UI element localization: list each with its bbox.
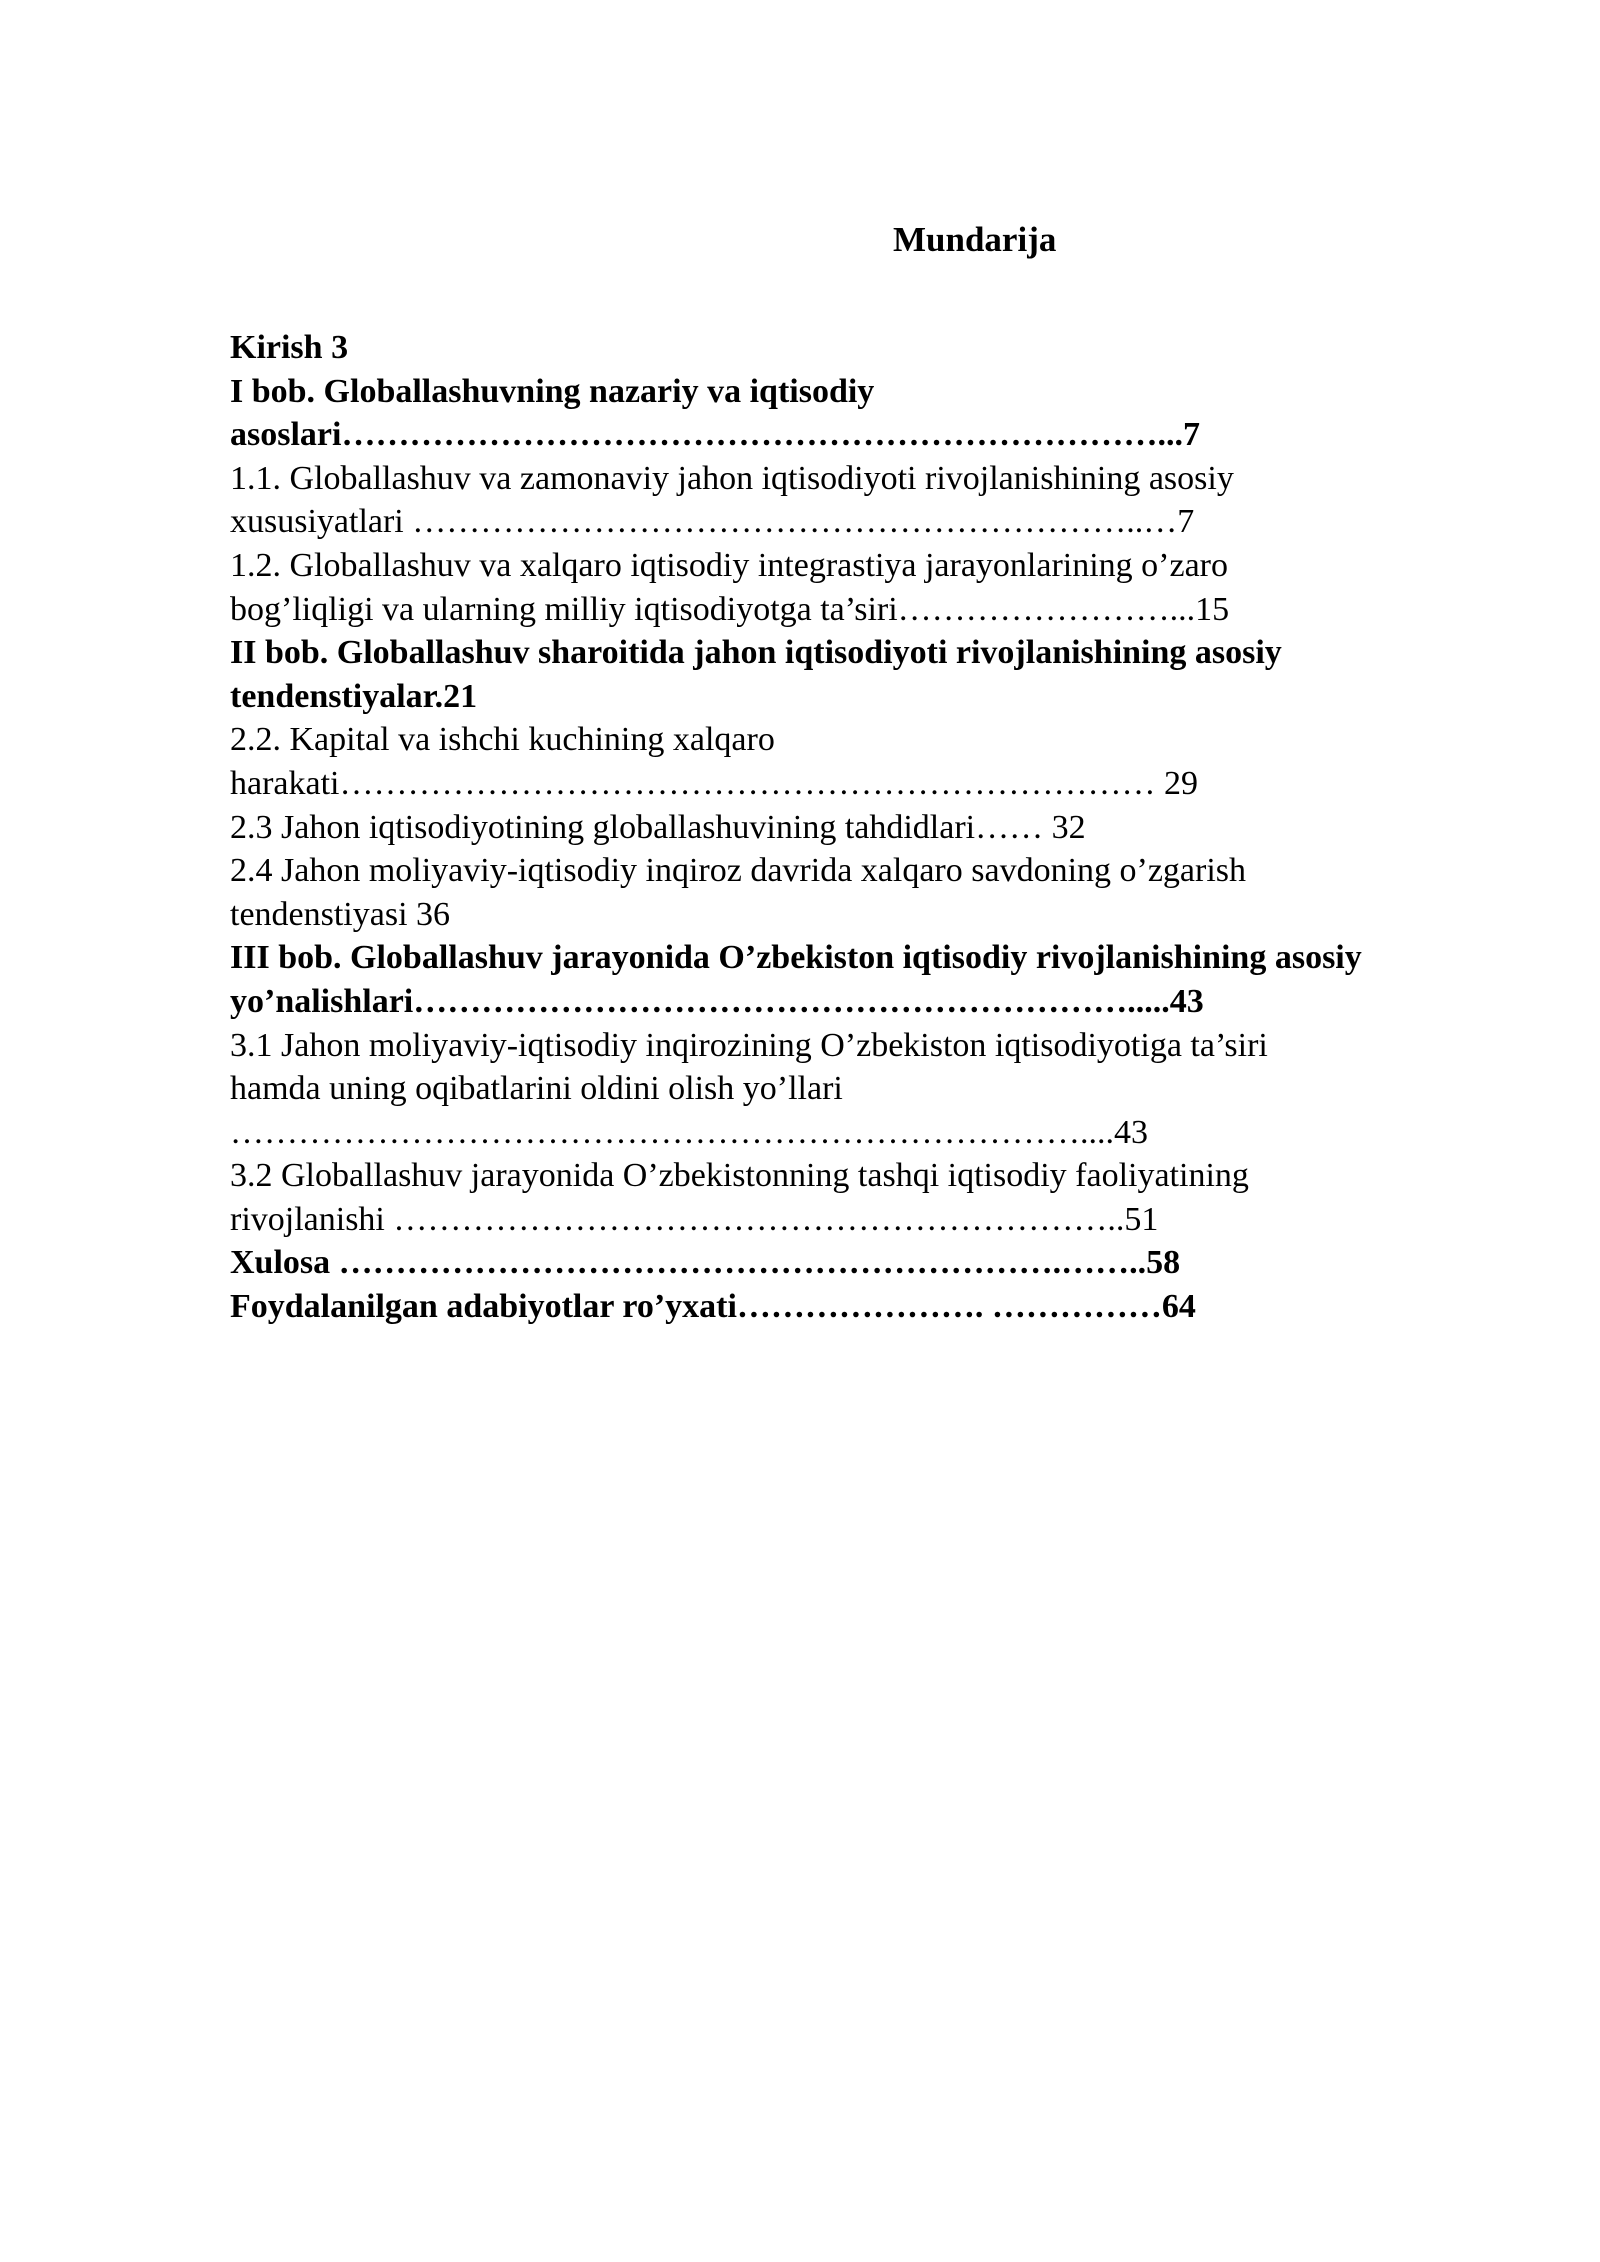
toc-line: bog’liqligi va ularning milliy iqtisodiyotga ta’siri……………………...15 <box>230 590 1230 628</box>
toc-line: Kirish 3 <box>230 329 349 366</box>
toc-line: II bob. Globallashuv sharoitida jahon iqtisodiyoti rivojlanishining asosiy <box>230 634 1282 672</box>
toc-line: Xulosa ……………………………………………………….……..58 <box>230 1244 1181 1282</box>
toc-line: rivojlanishi ………………………………………………………..51 <box>230 1200 1159 1238</box>
toc-line: xususiyatlari ………………………………………………………..…7 <box>230 503 1195 541</box>
toc-line: harakati……………………………………………………………… 29 <box>230 764 1198 802</box>
toc-line: 2.4 Jahon moliyaviy-iqtisodiy inqiroz davrida xalqaro savdoning o’zgarish <box>230 852 1247 890</box>
toc-line: 1.1. Globallashuv va zamonaviy jahon iqtisodiyoti rivojlanishining asosiy <box>230 459 1234 497</box>
toc-line: tendenstiyasi 36 <box>230 895 451 933</box>
toc-line: 2.3 Jahon iqtisodiyotining globallashuvining tahdidlari…… 32 <box>230 808 1086 846</box>
toc-line: 3.2 Globallashuv jarayonida O’zbekistonning tashqi iqtisodiy faoliyatining <box>230 1157 1249 1195</box>
toc-line: Foydalanilgan adabiyotlar ro’yxati…………………. ……………64 <box>230 1288 1196 1326</box>
toc-line: 1.2. Globallashuv va xalqaro iqtisodiy integrastiya jarayonlarining o’zaro <box>230 546 1229 584</box>
toc-line: hamda uning oqibatlarini oldini olish yo’llari <box>230 1070 843 1108</box>
toc-line: tendenstiyalar.21 <box>230 677 478 715</box>
toc-line: III bob. Globallashuv jarayonida O’zbekiston iqtisodiy rivojlanishining asosiy <box>230 939 1362 977</box>
toc-line: 3.1 Jahon moliyaviy-iqtisodiy inqirozining O’zbekiston iqtisodiyotiga ta’siri <box>230 1026 1268 1064</box>
toc-line: yo’nalishlari……………………………………………………….....43 <box>230 982 1204 1020</box>
toc-line: asoslari………………………………………………………………...7 <box>230 416 1200 454</box>
toc-line: 2.2. Kapital va ishchi kuchining xalqaro <box>230 721 775 759</box>
toc-line: …………………………………………………………………....43 <box>230 1113 1148 1151</box>
page-title: Mundarija <box>893 220 1057 259</box>
table-of-contents <box>230 326 1530 1329</box>
toc-line: I bob. Globallashuvning nazariy va iqtisodiy <box>230 372 875 410</box>
